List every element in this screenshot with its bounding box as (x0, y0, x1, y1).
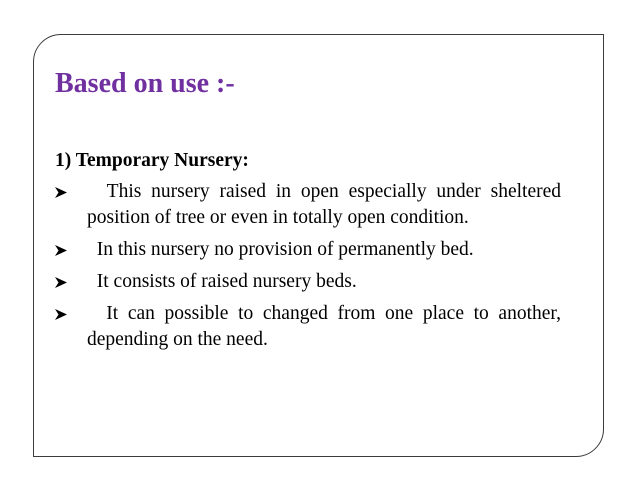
arrowhead-bullet-icon (55, 309, 67, 320)
bullet-list (55, 179, 566, 359)
bullet-text: This nursery raised in open especially under sheltered position of tree or even in totally open condition. (87, 181, 566, 228)
bullet-text: It can possible to changed from one place to another, depending on the need. (87, 303, 566, 350)
bullet-item (55, 179, 566, 231)
bullet-text: In this nursery no provision of permanently bed. (87, 239, 474, 260)
bullet-item (55, 237, 561, 263)
bullet-item (55, 301, 566, 353)
bullet-text: It consists of raised nursery beds. (87, 271, 357, 292)
arrowhead-bullet-icon (55, 245, 67, 256)
bullet-item (55, 269, 561, 295)
arrowhead-bullet-icon (55, 187, 67, 198)
slide-title: Based on use :- (55, 68, 235, 99)
arrowhead-bullet-icon (55, 277, 67, 288)
section-heading: 1) Temporary Nursery: (55, 150, 249, 171)
